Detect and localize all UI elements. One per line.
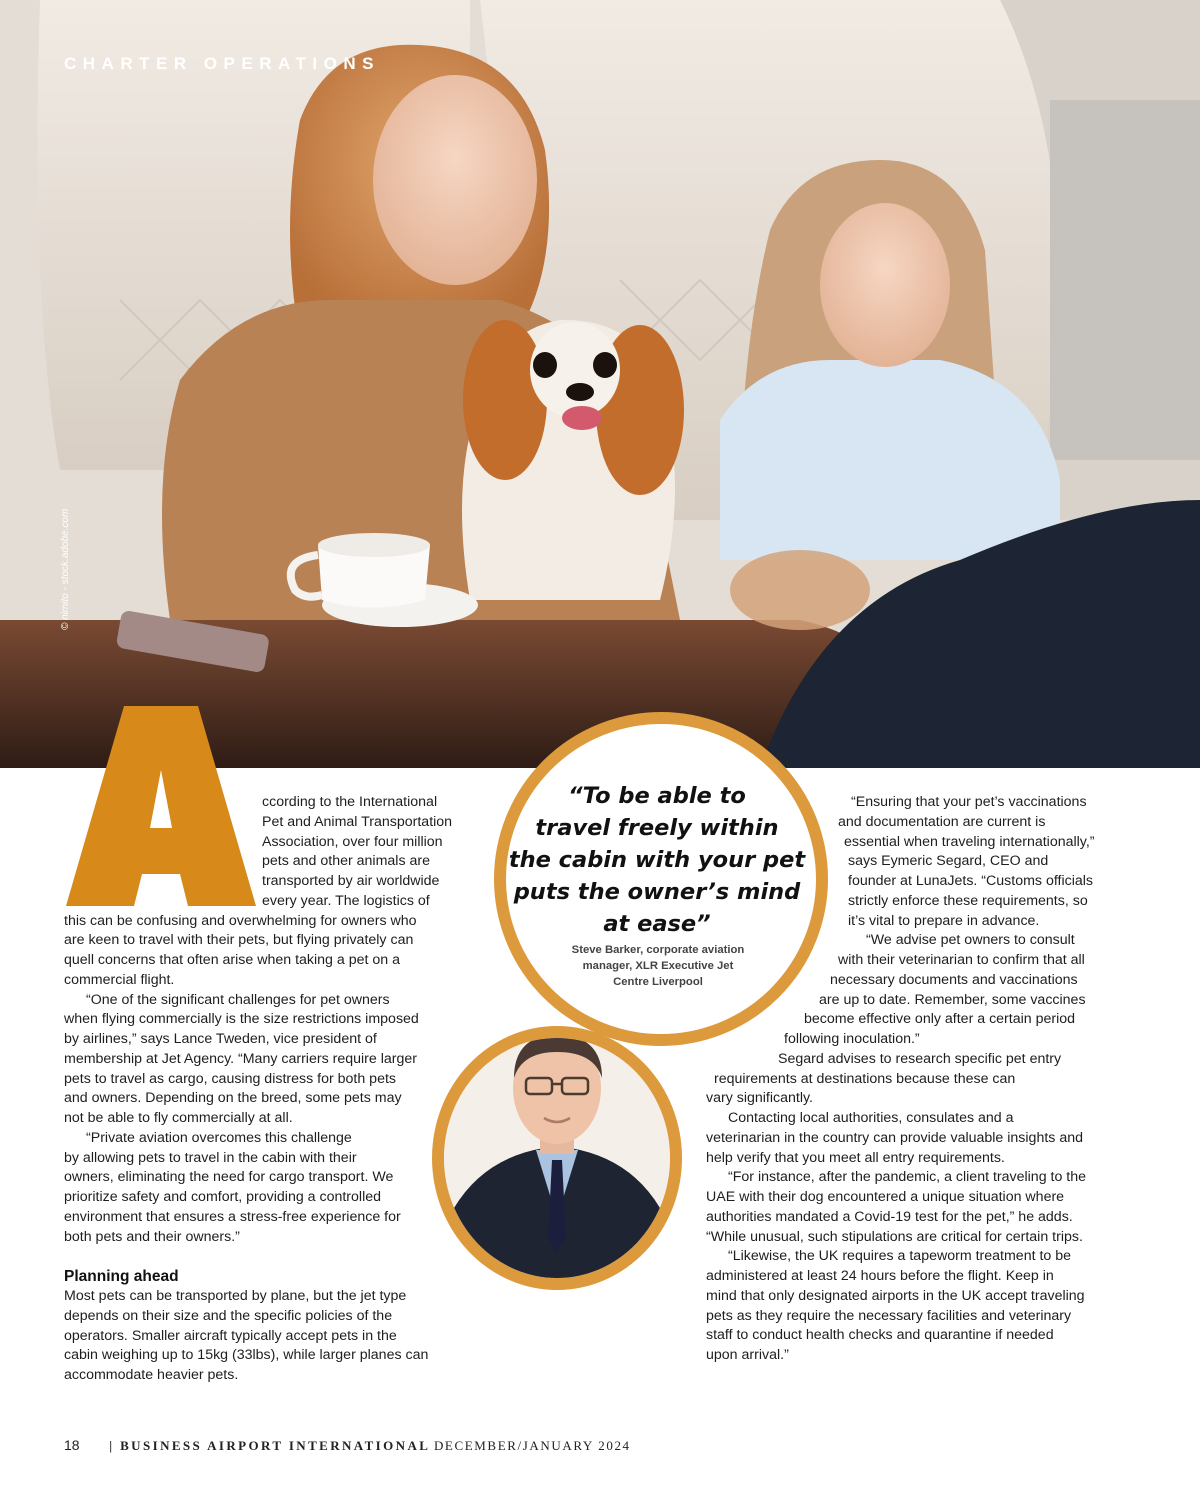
body-line: “Private aviation overcomes this challenge [86, 1129, 352, 1146]
quote-line: “To be able to [568, 783, 746, 809]
body-line: Most pets can be transported by plane, but the jet type [64, 1288, 407, 1304]
intro-line: Pet and Animal Transportation [262, 813, 453, 830]
body-line: staff to conduct health checks and quarantine if needed [706, 1327, 1054, 1344]
body-line: when flying commercially is the size restrictions imposed [64, 1011, 419, 1028]
body-line: owners, eliminating the need for cargo transport. We [64, 1169, 394, 1186]
page-footer [64, 1437, 631, 1457]
body-line: requirements at destinations because these can [714, 1070, 1016, 1087]
body-line: “For instance, after the pandemic, a client traveling to the [728, 1169, 1087, 1186]
body-line: both pets and their owners.” [64, 1228, 240, 1245]
body-line: commercial flight. [64, 971, 175, 988]
body-line: by airlines,” says Lance Tweden, vice president of [64, 1031, 377, 1047]
body-line: veterinarian in the country can provide valuable insights and [706, 1129, 1083, 1146]
body-line: it’s vital to prepare in advance. [848, 912, 1040, 929]
body-line: vary significantly. [706, 1090, 813, 1107]
section-heading: Planning ahead [64, 1268, 179, 1285]
body-line: prioritize safety and comfort, providing a controlled [64, 1189, 382, 1205]
body-line: are keen to travel with their pets, but flying privately can [64, 932, 414, 949]
quote-line: the cabin with your pet [508, 847, 806, 873]
body-line: UAE with their dog encountered a unique situation where [706, 1189, 1065, 1205]
body-line: “We advise pet owners to consult [866, 932, 1075, 949]
body-line: this can be confusing and overwhelming for owners who [64, 912, 417, 929]
body-line: quell concerns that often arise when taking a pet on a [64, 952, 400, 968]
body-line: with their veterinarian to confirm that all [838, 952, 1085, 968]
publication-name: | BUSINESS AIRPORT INTERNATIONAL [109, 1438, 431, 1453]
body-line: not be able to fly commercially at all. [64, 1110, 293, 1126]
body-line: pets as they require the necessary facilities and veterinary [706, 1307, 1072, 1324]
body-line: are up to date. Remember, some vaccines [819, 991, 1086, 1008]
body-line: depends on their size and the specific policies of the [64, 1307, 393, 1324]
body-line: upon arrival.” [706, 1347, 789, 1363]
body-line: says Eymeric Segard, CEO and [848, 853, 1049, 870]
body-line: pets to travel as cargo, causing distress for both pets [64, 1070, 396, 1087]
portrait-photo [432, 1026, 682, 1290]
section-label: CHARTER OPERATIONS [64, 54, 380, 73]
column-left-body [64, 912, 474, 1248]
attribution-line: manager, XLR Executive Jet [582, 960, 734, 972]
body-line: help verify that you meet all entry requirements. [706, 1149, 1005, 1166]
issue-date: DECEMBER/JANUARY 2024 [433, 1438, 631, 1453]
body-line: and owners. Depending on the breed, some pets may [64, 1090, 402, 1107]
body-line: authorities mandated a Covid-19 test for the pet,” he adds. [706, 1208, 1073, 1225]
body-line: environment that ensures a stress-free experience for [64, 1208, 401, 1225]
column-left-planning [64, 1267, 474, 1386]
quote-line: puts the owner’s mind [513, 879, 801, 905]
portrait-illustration [444, 1038, 670, 1278]
intro-line: transported by air worldwide [262, 873, 440, 889]
body-line: by allowing pets to travel in the cabin with their [64, 1149, 357, 1166]
body-line: “Likewise, the UK requires a tapeworm treatment to be [728, 1248, 1072, 1265]
body-line: “Ensuring that your pet’s vaccinations [851, 794, 1087, 810]
intro-line: ccording to the International [262, 794, 438, 810]
body-line: Segard advises to research specific pet entry [778, 1050, 1062, 1067]
column-right [706, 793, 1126, 1366]
attribution-line: Steve Barker, corporate aviation [571, 944, 745, 956]
body-line: essential when traveling internationally,” [844, 833, 1095, 850]
body-line: “One of the significant challenges for pet owners [86, 991, 390, 1008]
column-left [262, 793, 472, 912]
body-line: mind that only designated airports in the UK accept traveling [706, 1287, 1085, 1304]
intro-line: every year. The logistics of [262, 892, 430, 909]
body-line: founder at LunaJets. “Customs officials [848, 873, 1093, 889]
photo-credit: © nimito - stock.adobe.com [60, 508, 71, 630]
body-line: become effective only after a certain period [804, 1011, 1076, 1028]
body-line: cabin weighing up to 15kg (33lbs), while larger planes can [64, 1347, 429, 1364]
page-number: 18 [64, 1437, 80, 1453]
body-line: Contacting local authorities, consulates and a [728, 1110, 1014, 1126]
attribution-line: Centre Liverpool [613, 976, 703, 988]
body-line: necessary documents and vaccinations [830, 971, 1078, 988]
body-line: administered at least 24 hours before the flight. Keep in [706, 1268, 1054, 1284]
intro-line: Association, over four million [262, 833, 443, 850]
body-line: “While unusual, such stipulations are critical for certain trips. [706, 1228, 1083, 1245]
intro-line: pets and other animals are [262, 853, 430, 870]
body-line: accommodate heavier pets. [64, 1367, 239, 1383]
quote-line: at ease” [603, 911, 711, 937]
body-line: membership at Jet Agency. “Many carriers require larger [64, 1050, 417, 1067]
body-line: and documentation are current is [838, 813, 1046, 830]
body-line: operators. Smaller aircraft typically accept pets in the [64, 1327, 397, 1344]
body-line: strictly enforce these requirements, so [848, 892, 1088, 909]
drop-cap-a [66, 706, 256, 906]
quote-line: travel freely within [535, 815, 779, 841]
body-line: following inoculation.” [784, 1031, 920, 1047]
